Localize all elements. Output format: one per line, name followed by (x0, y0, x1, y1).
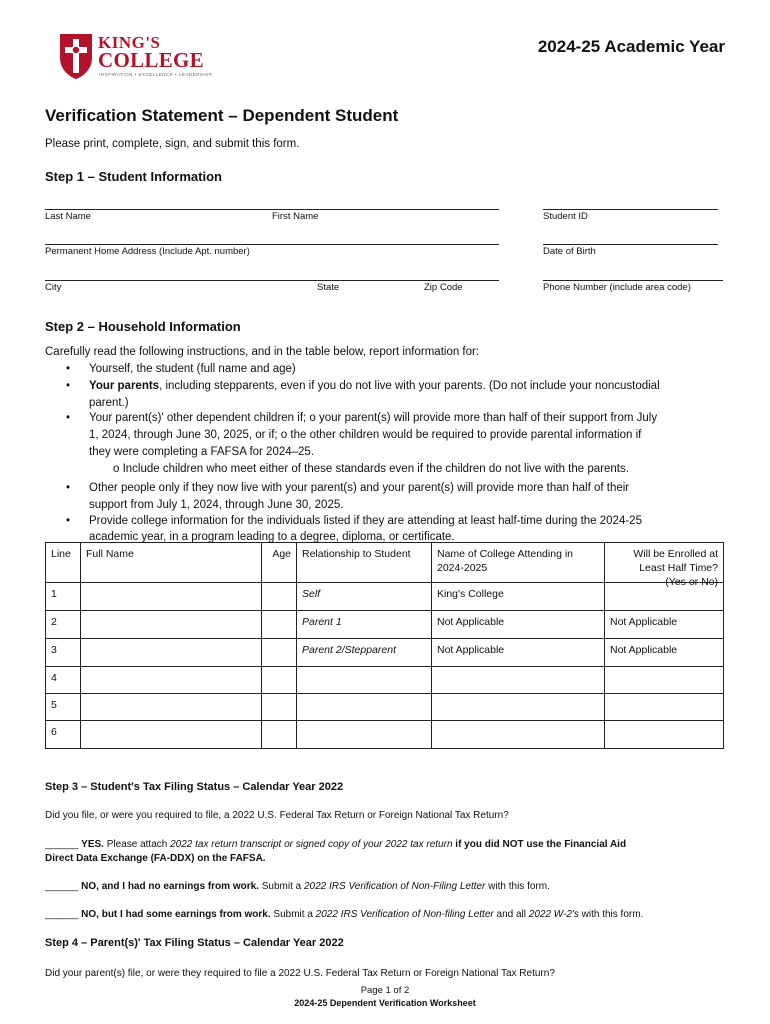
table-row (46, 611, 724, 639)
bullet-college-l1: Provide college information for the individuals listed if they are attending at least half-time during the 2024-25 (89, 515, 642, 527)
table-row (46, 639, 724, 667)
step3-no-option-2 (45, 908, 643, 922)
step4-heading: Step 4 – Parent(s)' Tax Filing Status – Calendar Year 2022 (45, 937, 344, 949)
row-line: 6 (46, 721, 81, 749)
no2-doc-w2: 2022 W-2's (528, 909, 579, 920)
bullet-parents (89, 378, 660, 395)
row-age-cell[interactable] (262, 639, 297, 667)
first-name-label: First Name (272, 211, 319, 222)
table-header-row (46, 543, 724, 583)
row-line: 2 (46, 611, 81, 639)
bullet-parents-text: , including stepparents, even if you do not live with your parents. (Do not include your noncustodial (159, 380, 660, 392)
table-row (46, 667, 724, 694)
address-label: Permanent Home Address (Include Apt. number) (45, 246, 250, 257)
header-college: Name of College Attending in 2024-2025 (432, 543, 605, 583)
table-row (46, 583, 724, 611)
bullet-children-sub: o Include children who meet either of these standards even if the children do not live with the parents. (113, 463, 629, 475)
row-college: Not Applicable (432, 611, 605, 639)
intro-text: Please print, complete, sign, and submit this form. (45, 138, 300, 150)
city-label: City (45, 282, 62, 293)
state-label: State (317, 282, 340, 293)
row-name-cell[interactable] (81, 721, 262, 749)
step3-question: Did you file, or were you required to file, a 2022 U.S. Federal Tax Return or Foreign National Tax Return? (45, 810, 509, 821)
row-line: 1 (46, 583, 81, 611)
phone-label: Phone Number (include area code) (543, 282, 691, 293)
yes-condition-cont: Direct Data Exchange (FA-DDX) on the FAFSA. (45, 853, 266, 864)
student-id-label: Student ID (543, 211, 588, 222)
bullet-yourself: Yourself, the student (full name and age) (89, 363, 296, 375)
bullet-icon: • (66, 515, 71, 527)
no2-text: Submit a (273, 909, 313, 920)
no1-blank[interactable]: ______ (45, 881, 79, 892)
row-enrolled-cell[interactable] (605, 694, 724, 721)
row-relationship: Parent 2/Stepparent (297, 639, 432, 667)
bullet-others-l1: Other people only if they now live with your parent(s) and your parent(s) will provide more than half of their (89, 482, 630, 494)
row-relationship-cell[interactable] (297, 667, 432, 694)
step1-heading: Step 1 – Student Information (45, 169, 222, 184)
yes-label: YES. (81, 839, 104, 850)
row-relationship: Parent 1 (297, 611, 432, 639)
step2-lead: Carefully read the following instructions, and in the table below, report information for: (45, 346, 480, 358)
name-line[interactable] (45, 209, 499, 210)
page-number: Page 1 of 2 (360, 985, 410, 996)
row-age-cell[interactable] (262, 694, 297, 721)
row-age-cell[interactable] (262, 721, 297, 749)
student-id-line[interactable] (543, 209, 718, 210)
city-state-zip-line[interactable] (45, 280, 499, 281)
last-name-label: Last Name (45, 211, 91, 222)
step2-heading: Step 2 – Household Information (45, 319, 241, 334)
bullet-children-l2: 1, 2024, through June 30, 2025, or if; o the other children would be required to provide parental information if (89, 429, 642, 441)
yes-condition: if you did NOT use the Financial Aid (455, 839, 627, 850)
row-name-cell[interactable] (81, 694, 262, 721)
no1-label: NO, and I had no earnings from work. (81, 881, 259, 892)
row-college-cell[interactable] (432, 694, 605, 721)
academic-year: 2024-25 Academic Year (537, 37, 725, 56)
zip-label: Zip Code (424, 282, 463, 293)
logo-kings-text: KING'S (98, 33, 161, 52)
row-relationship-cell[interactable] (297, 721, 432, 749)
row-age-cell[interactable] (262, 583, 297, 611)
row-line: 4 (46, 667, 81, 694)
header-relationship: Relationship to Student (297, 543, 432, 583)
logo-tagline: INSPIRATION • EXCELLENCE • LEADERSHIP (99, 72, 213, 77)
row-name-cell[interactable] (81, 639, 262, 667)
row-enrolled-cell: Not Applicable (605, 639, 724, 667)
yes-blank[interactable]: ______ (45, 839, 79, 850)
logo-college-text: COLLEGE (98, 48, 204, 72)
header-enrolled: Will be Enrolled at Least Half Time? (Yes or No) (605, 543, 724, 583)
bullet-college-l2: academic year, in a program leading to a degree, diploma, or certificate. (89, 531, 455, 543)
no1-text: Submit a (261, 881, 302, 892)
row-college-cell[interactable] (432, 667, 605, 694)
household-table (45, 542, 724, 749)
row-enrolled-cell: Not Applicable (605, 611, 724, 639)
bullet-children-l3: they were completing a FAFSA for 2024–25. (89, 446, 315, 458)
dob-line[interactable] (543, 244, 718, 245)
kings-college-logo (58, 32, 213, 82)
no2-text-end: with this form. (581, 909, 644, 920)
header-age: Age (262, 543, 297, 583)
step3-no-option-1 (45, 880, 550, 894)
bullet-parents-cont: parent.) (89, 397, 129, 409)
header-name: Full Name (81, 543, 262, 583)
no2-blank[interactable]: ______ (45, 909, 79, 920)
table-row (46, 721, 724, 749)
bullet-children-l1: Your parent(s)' other dependent children if; o your parent(s) will provide more than half of their support from July (89, 412, 658, 424)
row-line: 3 (46, 639, 81, 667)
phone-line[interactable] (543, 280, 723, 281)
table-row (46, 694, 724, 721)
row-relationship-cell[interactable] (297, 694, 432, 721)
yes-doc: 2022 tax return transcript or signed copy of your 2022 tax return (170, 839, 453, 850)
bullet-icon: • (66, 412, 71, 424)
no1-doc: 2022 IRS Verification of Non-Filing Letter (304, 881, 486, 892)
step4-question: Did your parent(s) file, or were they required to file a 2022 U.S. Federal Tax Return or Foreign National Tax Return? (45, 968, 555, 979)
row-college-cell[interactable] (432, 721, 605, 749)
header-line: Line (46, 543, 81, 583)
bullet-icon: • (66, 363, 71, 375)
no2-doc: 2022 IRS Verification of Non-filing Letter (315, 909, 494, 920)
row-enrolled-cell[interactable] (605, 667, 724, 694)
dob-label: Date of Birth (543, 246, 596, 257)
row-college: Not Applicable (432, 639, 605, 667)
row-name-cell[interactable] (81, 667, 262, 694)
row-age-cell[interactable] (262, 667, 297, 694)
no1-text-end: with this form. (488, 881, 550, 892)
shield-cross-icon (58, 32, 94, 80)
bullet-icon: • (66, 482, 71, 494)
row-college: King's College (432, 583, 605, 611)
no2-label: NO, but I had some earnings from work. (81, 909, 271, 920)
row-relationship: Self (297, 583, 432, 611)
address-line[interactable] (45, 244, 499, 245)
row-enrolled-cell[interactable] (605, 721, 724, 749)
bullet-parents-bold: Your parents (89, 380, 160, 392)
step3-heading: Step 3 – Student's Tax Filing Status – Calendar Year 2022 (45, 781, 344, 793)
no2-text-mid: and all (496, 909, 526, 920)
row-line: 5 (46, 694, 81, 721)
row-name-cell[interactable] (81, 583, 262, 611)
row-age-cell[interactable] (262, 611, 297, 639)
bullet-icon: • (66, 380, 71, 392)
step3-yes-option (45, 838, 626, 852)
row-name-cell[interactable] (81, 611, 262, 639)
page-title: Verification Statement – Dependent Student (45, 106, 399, 125)
yes-text: Please attach (106, 839, 168, 850)
bullet-others-l2: support from July 1, 2024, through June 30, 2025. (89, 499, 344, 511)
footer-doc-title: 2024-25 Dependent Verification Worksheet (294, 998, 476, 1008)
